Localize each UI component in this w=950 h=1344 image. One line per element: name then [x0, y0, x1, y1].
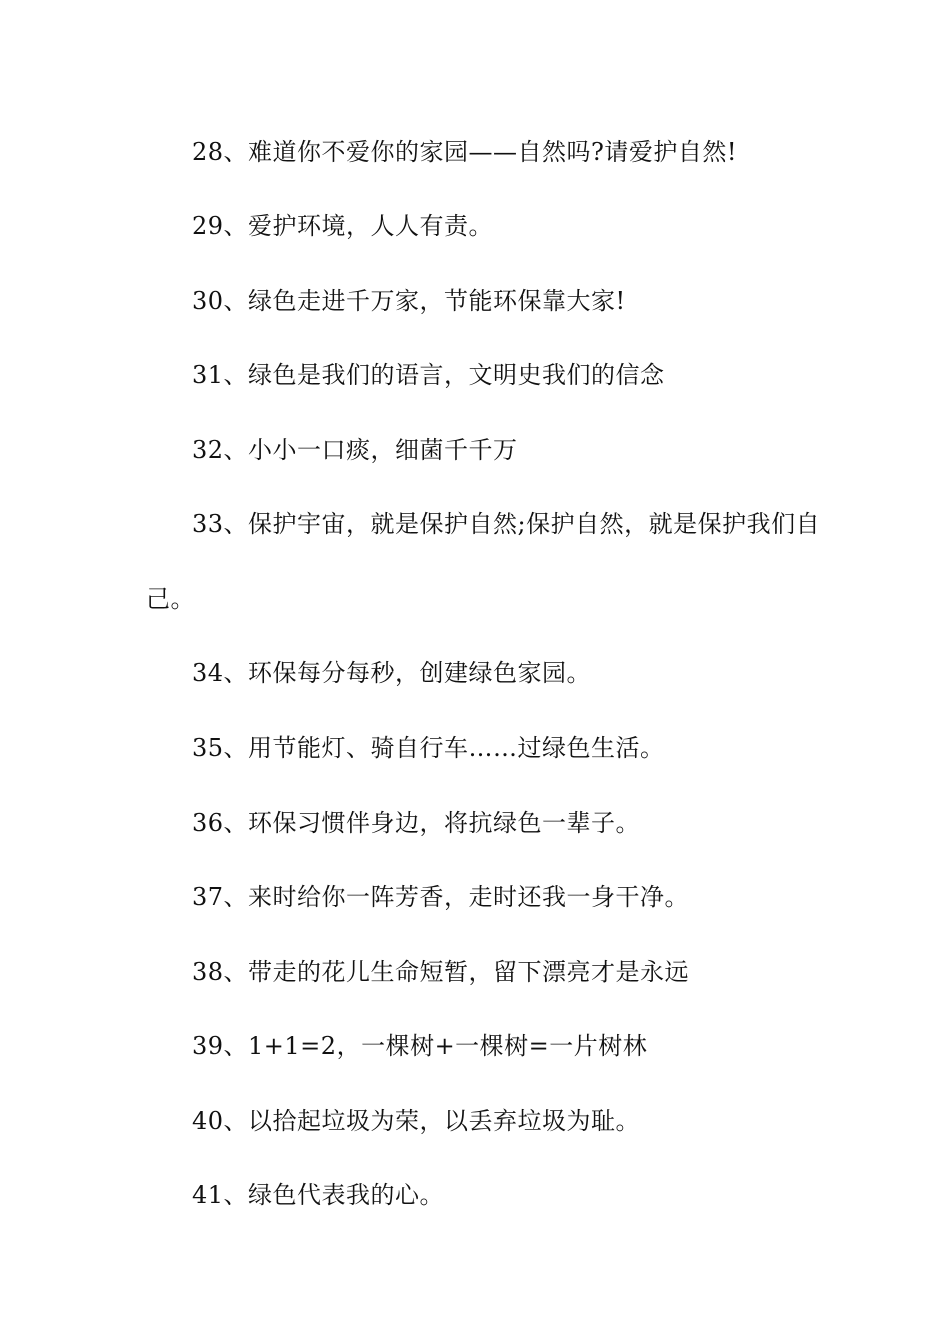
text-line-37: 37、来时给你一阵芳香，走时还我一身干净。 — [192, 883, 690, 911]
text-line-36: 36、环保习惯伴身边，将抗绿色一辈子。 — [192, 809, 641, 837]
text-line-35: 35、用节能灯、骑自行车……过绿色生活。 — [192, 734, 665, 762]
text-line-41: 41、绿色代表我的心。 — [192, 1181, 445, 1209]
text-line-33-continuation: 己。 — [146, 585, 195, 613]
text-line-40: 40、以拾起垃圾为荣，以丢弃垃圾为耻。 — [192, 1107, 641, 1135]
text-line-32: 32、小小一口痰，细菌千千万 — [192, 436, 518, 464]
text-line-39: 39、1+1=2，一棵树+一棵树=一片树林 — [192, 1032, 648, 1060]
text-line-30: 30、绿色走进千万家，节能环保靠大家! — [192, 287, 626, 315]
text-line-38: 38、带走的花儿生命短暂，留下漂亮才是永远 — [192, 958, 690, 986]
text-line-29: 29、爱护环境，人人有责。 — [192, 212, 494, 240]
text-line-31: 31、绿色是我们的语言，文明史我们的信念 — [192, 361, 665, 389]
text-line-28: 28、难道你不爱你的家园——自然吗?请爱护自然! — [192, 138, 738, 166]
text-line-33: 33、保护宇宙，就是保护自然;保护自然，就是保护我们自 — [192, 510, 821, 538]
text-line-34: 34、环保每分每秒，创建绿色家园。 — [192, 659, 592, 687]
